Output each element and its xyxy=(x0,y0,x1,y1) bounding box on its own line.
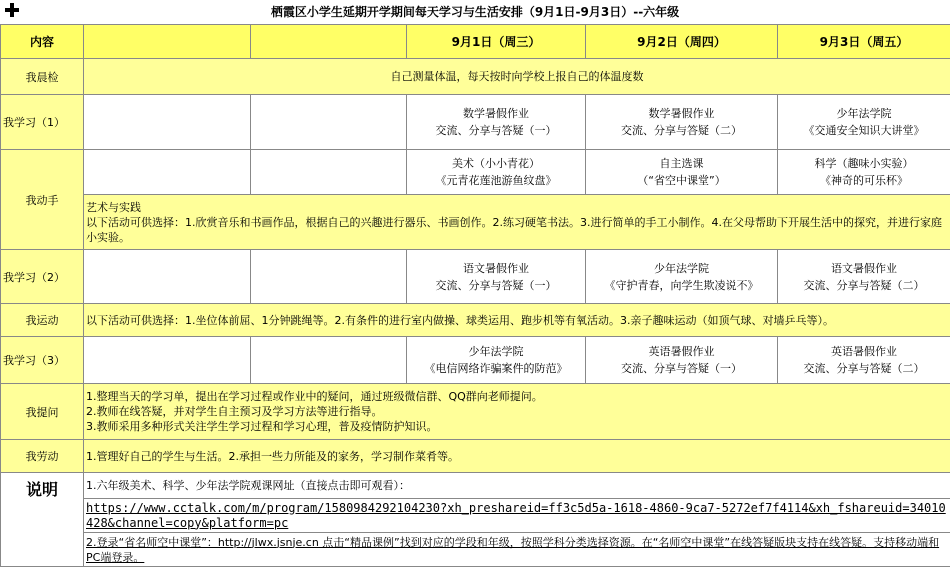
notes-line-1: 1.六年级美术、科学、少年法学院观课网址（直接点击即可观看）： xyxy=(84,473,950,499)
table-row xyxy=(1,304,950,337)
table-row xyxy=(1,95,950,150)
lesson-cell: 自主选课 （“省空中课堂”） xyxy=(586,150,778,195)
table-row xyxy=(1,533,950,567)
row-label: 我动手 xyxy=(1,150,84,250)
lesson-cell: 少年法学院 《电信网络诈骗案件的防范》 xyxy=(407,337,586,384)
row-label: 我运动 xyxy=(1,304,84,337)
row-label: 我提问 xyxy=(1,384,84,440)
day-header: 9月2日（周四） xyxy=(586,25,778,59)
table-row xyxy=(1,337,950,384)
empty-cell xyxy=(251,95,407,150)
empty-cell xyxy=(251,250,407,304)
lesson-cell: 语文暑假作业 交流、分享与答疑（一） xyxy=(407,250,586,304)
table-row xyxy=(1,499,950,533)
exercise-text: 以下活动可供选择：1.坐位体前屈、1分钟跳绳等。2.有条件的进行室内做操、球类运用、跑步机等有氧活动。3.亲子趣味运动（如顶气球、对墙乒乓等）。 xyxy=(84,304,950,337)
lesson-cell: 语文暑假作业 交流、分享与答疑（二） xyxy=(778,250,950,304)
course-link[interactable]: https://www.cctalk.com/m/program/1580984292104230?xh_preshareid=ff3c5d5a-1618-4860-9ca7-5272ef7f4114&xh_fshareuid=34010428&channel=copy&platform=pc xyxy=(84,499,950,533)
row-label: 我学习（3） xyxy=(1,337,84,384)
questions-text: 1.整理当天的学习单，提出在学习过程或作业中的疑问，通过班级微信群、QQ群向老师提问。 2.教师在线答疑，并对学生自主预习及学习方法等进行指导。 3.教师采用多种形式关注学生学习过程和学习心理，普及疫情防护知识。 xyxy=(84,384,950,440)
table-row xyxy=(1,440,950,473)
lesson-cell: 英语暑假作业 交流、分享与答疑（二） xyxy=(778,337,950,384)
page-title: 栖霞区小学生延期开学期间每天学习与生活安排（9月1日-9月3日）--六年级 xyxy=(270,5,680,19)
table-row xyxy=(1,250,950,304)
lesson-cell: 英语暑假作业 交流、分享与答疑（一） xyxy=(586,337,778,384)
schedule-table xyxy=(0,24,950,567)
table-row xyxy=(1,150,950,195)
morning-check-text: 自己测量体温，每天按时向学校上报自己的体温度数 xyxy=(84,59,950,95)
empty-cell xyxy=(84,95,251,150)
row-label: 我学习（2） xyxy=(1,250,84,304)
lesson-cell: 数学暑假作业 交流、分享与答疑（二） xyxy=(586,95,778,150)
day-header: 9月3日（周五） xyxy=(778,25,950,59)
notes-label: 说明 xyxy=(1,473,84,567)
empty-cell xyxy=(251,150,407,195)
table-row xyxy=(1,195,950,250)
row-label: 我学习（1） xyxy=(1,95,84,150)
table-row xyxy=(1,59,950,95)
lesson-cell: 少年法学院 《交通安全知识大讲堂》 xyxy=(778,95,950,150)
lesson-cell: 数学暑假作业 交流、分享与答疑（一） xyxy=(407,95,586,150)
row-label: 我晨检 xyxy=(1,59,84,95)
labor-text: 1.管理好自己的学生与生活。2.承担一些力所能及的家务，学习制作菜肴等。 xyxy=(84,440,950,473)
empty-cell xyxy=(84,250,251,304)
table-row xyxy=(1,473,950,499)
row-label: 我劳动 xyxy=(1,440,84,473)
lesson-cell: 少年法学院 《守护青春，向学生欺凌说不》 xyxy=(586,250,778,304)
content-header: 内容 xyxy=(1,25,84,59)
empty-cell xyxy=(84,337,251,384)
day-header: 9月1日（周三） xyxy=(407,25,586,59)
header-blank xyxy=(251,25,407,59)
lesson-cell: 美术（小小青花） 《元青花莲池游鱼纹盘》 xyxy=(407,150,586,195)
table-row xyxy=(1,384,950,440)
lesson-cell: 科学（趣味小实验） 《神奇的可乐杯》 xyxy=(778,150,950,195)
header-blank xyxy=(84,25,251,59)
empty-cell xyxy=(84,150,251,195)
header-row xyxy=(1,25,950,59)
empty-cell xyxy=(251,337,407,384)
arts-practice-cell: 艺术与实践 以下活动可供选择：1.欣赏音乐和书画作品，根据自己的兴趣进行器乐、书画创作。2.练习硬笔书法。3.进行简单的手工小制作。4.在父母帮助下开展生活中的探究，并进行家庭小实验。 xyxy=(84,195,950,250)
notes-line-3[interactable]: 2.登录“省名师空中课堂”：http://jlwx.jsnje.cn 点击“精品课例”找到对应的学段和年级，按照学科分类选择资源。在“名师空中课堂”在线答疑版块支持在线答疑。支持移动端和PC端登录。 xyxy=(84,533,950,567)
